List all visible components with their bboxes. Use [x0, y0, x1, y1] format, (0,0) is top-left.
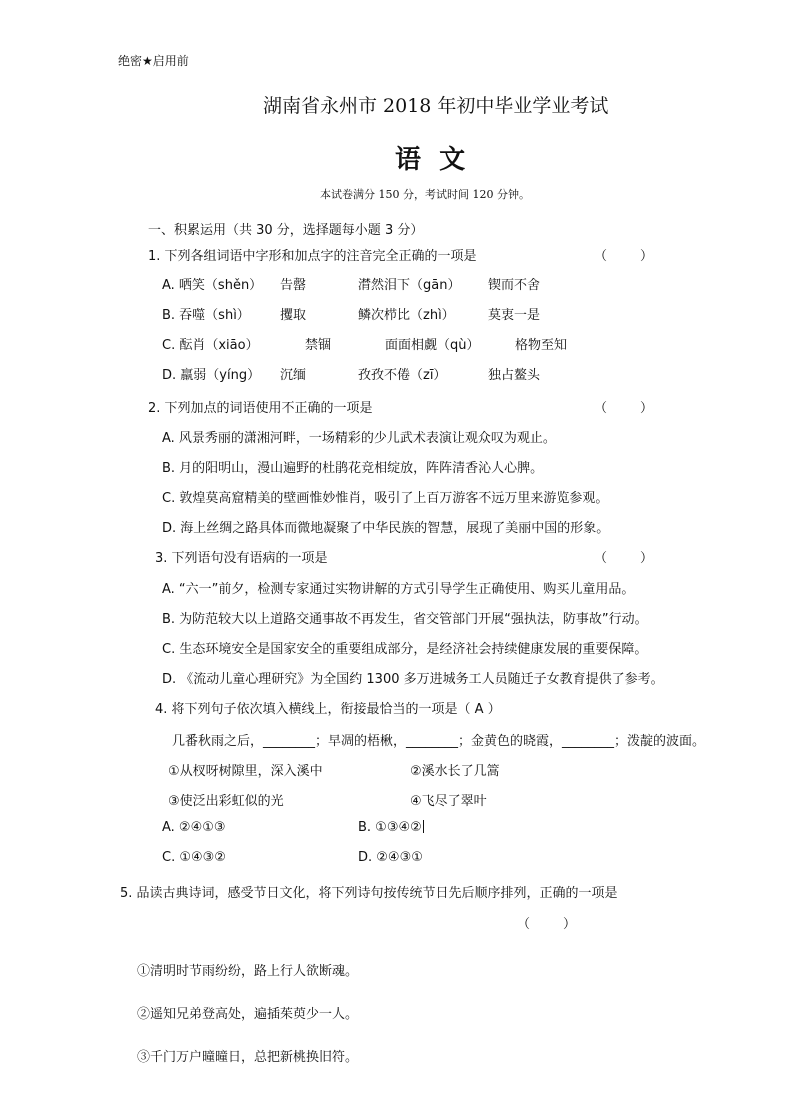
option-d-word4: 独占鳌头	[488, 368, 541, 383]
question-stem: 5. 品读古典诗词，感受节日文化，将下列诗句按传统节日先后顺序排列，正确的一项是	[120, 886, 618, 901]
question-stem: 4. 将下列句子依次填入横线上，衔接最恰当的一项是（ A ）	[155, 702, 501, 717]
choice-a: A. ②④①③	[162, 820, 226, 835]
option-b-word4: 莫衷一是	[488, 308, 541, 323]
exam-instructions: 本试卷满分 150 分，考试时间 120 分钟。	[320, 188, 530, 201]
option-a: A. 风景秀丽的潇湘河畔，一场精彩的少儿武术表演让观众叹为观止。	[162, 431, 556, 446]
option-d: D. 海上丝绸之路具体而微地凝聚了中华民族的智慧，展现了美丽中国的形象。	[162, 521, 610, 536]
answer-paren: （ ）	[594, 551, 654, 566]
section-heading: 一、积累运用（共 30 分，选择题每小题 3 分）	[148, 223, 424, 238]
sentence-item-2: ②溪水长了几篙	[410, 764, 500, 779]
option-a-word2: 告罄	[280, 278, 307, 293]
option-d-word1: D. 羸弱（yíng）	[162, 368, 261, 383]
option-b-word3: 鳞次栉比（zhì）	[358, 308, 455, 323]
sentence-item-4: ④飞尽了翠叶	[410, 794, 487, 809]
option-a-word4: 锲而不舍	[488, 278, 541, 293]
option-d-word2: 沉缅	[280, 368, 307, 383]
text-cursor	[423, 820, 424, 833]
question-stem: 1. 下列各组词语中字形和加点字的注音完全正确的一项是	[148, 249, 477, 264]
option-c-word1: C. 酝肖（xiāo）	[162, 338, 259, 353]
answer-paren: （ ）	[594, 249, 654, 264]
option-c: C. 敦煌莫高窟精美的壁画惟妙惟肖，吸引了上百万游客不远万里来游览参观。	[162, 491, 609, 506]
option-d: D. 《流动儿童心理研究》为全国约 1300 多万进城务工人员随迁子女教育提供了参考。	[162, 672, 664, 687]
option-b: B. 月的阳明山，漫山遍野的杜鹃花竞相绽放，阵阵清香沁人心脾。	[162, 461, 544, 476]
choice-b-wrap	[358, 820, 424, 835]
answer-paren: （ ）	[594, 401, 654, 416]
option-a-word3: 潸然泪下（gān）	[358, 278, 461, 293]
question-stem: 2. 下列加点的词语使用不正确的一项是	[148, 401, 373, 416]
confidential-label: 绝密★启用前	[118, 54, 189, 68]
answer-paren: （ ）	[517, 917, 577, 932]
option-c: C. 生态环境安全是国家安全的重要组成部分，是经济社会持续健康发展的重要保障。	[162, 642, 648, 657]
poem-line-2: ②遥知兄弟登高处，遍插茱萸少一人。	[137, 1007, 359, 1022]
option-c-word3: 面面相觑（qù）	[385, 338, 480, 353]
option-b-word1: B. 吞噬（shì）	[162, 308, 250, 323]
choice-c: C. ①④③②	[162, 850, 226, 865]
subject-title: 语 文	[395, 145, 466, 175]
option-d-word3: 孜孜不倦（zī）	[358, 368, 447, 383]
option-b: B. 为防范较大以上道路交通事故不再发生，省交管部门开展“强执法，防事故”行动。	[162, 612, 648, 627]
sentence-item-3: ③使泛出彩虹似的光	[168, 794, 284, 809]
option-c-word2: 禁锢	[305, 338, 332, 353]
poem-line-1: ①清明时节雨纷纷，路上行人欲断魂。	[137, 964, 359, 979]
exam-title: 湖南省永州市 2018 年初中毕业学业考试	[263, 95, 609, 117]
option-c-word4: 格物至知	[515, 338, 568, 353]
option-b-word2: 攫取	[280, 308, 307, 323]
option-a: A. “六一”前夕，检测专家通过实物讲解的方式引导学生正确使用、购买儿童用品。	[162, 582, 635, 597]
sentence-item-1: ①从杈呀树隙里，深入溪中	[168, 764, 323, 779]
choice-d: D. ②④③①	[358, 850, 423, 865]
choice-b: B. ①③④②	[358, 820, 422, 835]
fill-in-sentence: 几番秋雨之后，________；早凋的梧楸，________；金黄色的晓霞，________；泼靛的波面。	[172, 734, 706, 749]
question-stem: 3. 下列语句没有语病的一项是	[155, 551, 328, 566]
poem-line-3: ③千门万户曈曈日，总把新桃换旧符。	[137, 1050, 359, 1065]
option-a-word1: A. 哂笑（shěn）	[162, 278, 263, 293]
